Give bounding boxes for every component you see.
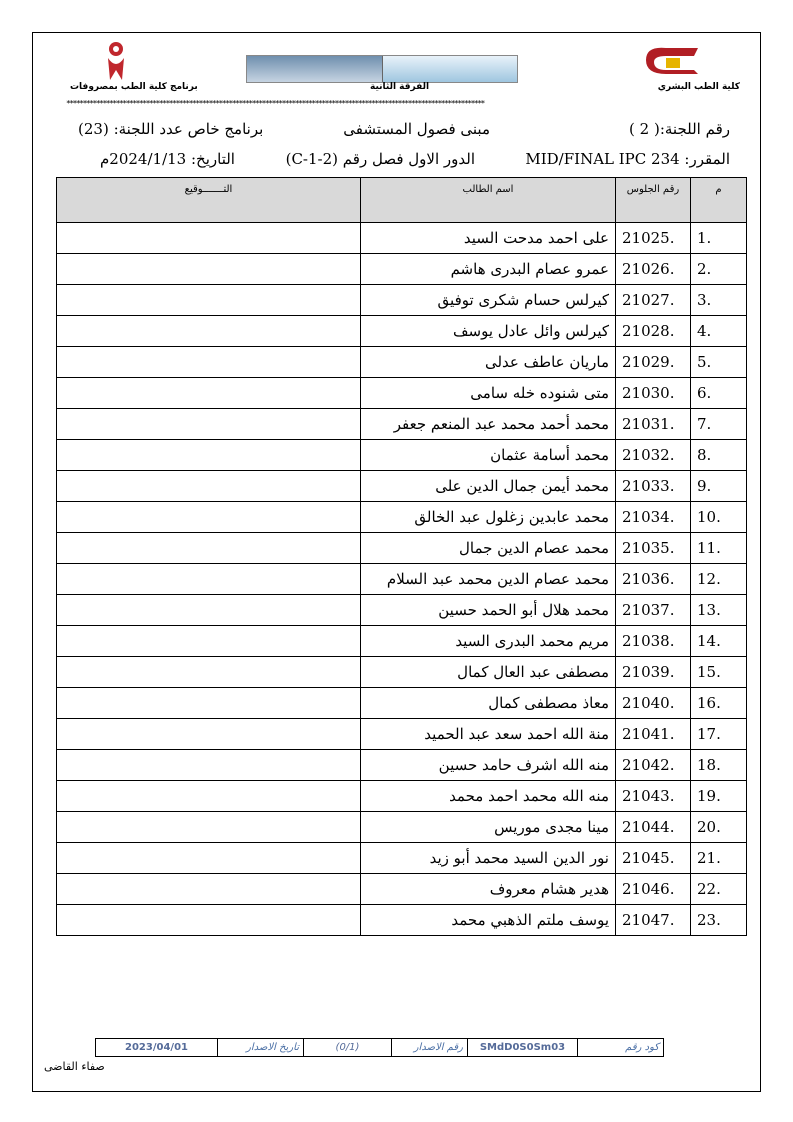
seat-number: 21027. <box>616 285 691 316</box>
signature-cell[interactable] <box>57 750 361 781</box>
row-index: 14. <box>691 626 747 657</box>
course-code: المقرر: MID/FINAL IPC 234 <box>525 150 730 168</box>
separator-stars: ****************************************************************************************************************************** <box>66 99 484 108</box>
row-index: 9. <box>691 471 747 502</box>
table-row <box>57 409 747 440</box>
signature-cell[interactable] <box>57 812 361 843</box>
code-value: SMdD0S0Sm03 <box>468 1039 578 1057</box>
row-index: 18. <box>691 750 747 781</box>
row-index: 8. <box>691 440 747 471</box>
student-name: منة الله احمد سعد عبد الحميد <box>361 719 616 750</box>
seat-number: 21035. <box>616 533 691 564</box>
table-row <box>57 378 747 409</box>
row-index: 12. <box>691 564 747 595</box>
table-row <box>57 347 747 378</box>
table-row <box>57 223 747 254</box>
student-name: محمد أحمد محمد عبد المنعم جعفر <box>361 409 616 440</box>
student-name: معاذ مصطفى كمال <box>361 688 616 719</box>
student-name: مصطفى عبد العال كمال <box>361 657 616 688</box>
signature-cell[interactable] <box>57 626 361 657</box>
table-row <box>57 626 747 657</box>
seat-number: 21043. <box>616 781 691 812</box>
accreditation-logo-1 <box>247 56 383 82</box>
committee-number: رقم اللجنة:( 2 ) <box>629 120 730 138</box>
seat-number: 21029. <box>616 347 691 378</box>
header-right-caption: كلية الطب البشري <box>657 82 740 92</box>
table-row <box>57 533 747 564</box>
row-index: 4. <box>691 316 747 347</box>
student-name: هدير هشام معروف <box>361 874 616 905</box>
student-name: يوسف ملتم الذهبي محمد <box>361 905 616 936</box>
seat-number: 21026. <box>616 254 691 285</box>
footer-signature: صفاء القاضى <box>44 1060 105 1073</box>
seat-number: 21036. <box>616 564 691 595</box>
accreditation-logos <box>246 55 518 83</box>
signature-cell[interactable] <box>57 874 361 905</box>
table-row <box>57 440 747 471</box>
header-index: م <box>691 178 747 223</box>
table-row <box>57 595 747 626</box>
seat-number: 21028. <box>616 316 691 347</box>
meta-line-1 <box>60 120 730 146</box>
row-index: 10. <box>691 502 747 533</box>
seat-number: 21040. <box>616 688 691 719</box>
accreditation-logo-2 <box>383 56 518 82</box>
meta-line-2 <box>60 150 730 176</box>
program-logo-icon <box>100 40 132 82</box>
signature-cell[interactable] <box>57 719 361 750</box>
signature-cell[interactable] <box>57 347 361 378</box>
signature-cell[interactable] <box>57 657 361 688</box>
row-index: 16. <box>691 688 747 719</box>
table-row <box>57 657 747 688</box>
student-name: مينا مجدى موريس <box>361 812 616 843</box>
faculty-logo-icon <box>636 44 706 76</box>
signature-cell[interactable] <box>57 254 361 285</box>
signature-cell[interactable] <box>57 533 361 564</box>
table-row <box>57 502 747 533</box>
signature-cell[interactable] <box>57 564 361 595</box>
student-name: محمد هلال أبو الحمد حسين <box>361 595 616 626</box>
header-seat-number: رقم الجلوس <box>616 178 691 223</box>
signature-cell[interactable] <box>57 471 361 502</box>
row-index: 1. <box>691 223 747 254</box>
issue-number-value: (0/1) <box>304 1039 392 1057</box>
table-row <box>57 843 747 874</box>
student-name: مريم محمد البدرى السيد <box>361 626 616 657</box>
row-index: 2. <box>691 254 747 285</box>
signature-cell[interactable] <box>57 688 361 719</box>
seat-number: 21038. <box>616 626 691 657</box>
header-center-caption: الفرقة الثانية <box>370 82 430 92</box>
signature-cell[interactable] <box>57 905 361 936</box>
student-name: على احمد مدحت السيد <box>361 223 616 254</box>
signature-cell[interactable] <box>57 378 361 409</box>
header-captions <box>60 82 740 98</box>
document-footer <box>95 1038 664 1057</box>
seat-number: 21033. <box>616 471 691 502</box>
program-count: برنامج خاص عدد اللجنة: (23) <box>78 120 264 138</box>
row-index: 19. <box>691 781 747 812</box>
table-row <box>57 812 747 843</box>
student-name: محمد عصام الدين محمد عبد السلام <box>361 564 616 595</box>
student-name: نور الدين السيد محمد أبو زيد <box>361 843 616 874</box>
table-row <box>57 688 747 719</box>
signature-cell[interactable] <box>57 502 361 533</box>
seat-number: 21032. <box>616 440 691 471</box>
table-row <box>57 874 747 905</box>
signature-cell[interactable] <box>57 285 361 316</box>
seat-number: 21030. <box>616 378 691 409</box>
header-left-caption: برنامج كلية الطب بمصروفات <box>70 82 198 92</box>
signature-cell[interactable] <box>57 223 361 254</box>
seat-number: 21034. <box>616 502 691 533</box>
seat-number: 21045. <box>616 843 691 874</box>
row-index: 7. <box>691 409 747 440</box>
table-row <box>57 905 747 936</box>
table-row <box>57 719 747 750</box>
exam-round: الدور الاول فصل رقم (2-1-C) <box>285 150 475 168</box>
signature-cell[interactable] <box>57 843 361 874</box>
exam-date: التاريخ: 2024/1/13م <box>100 150 235 168</box>
row-index: 6. <box>691 378 747 409</box>
table-row <box>57 564 747 595</box>
table-row <box>57 471 747 502</box>
row-index: 17. <box>691 719 747 750</box>
seat-number: 21044. <box>616 812 691 843</box>
code-label: كود رقم <box>578 1039 664 1057</box>
row-index: 3. <box>691 285 747 316</box>
row-index: 22. <box>691 874 747 905</box>
table-row <box>57 285 747 316</box>
signature-cell[interactable] <box>57 440 361 471</box>
row-index: 20. <box>691 812 747 843</box>
seat-number: 21047. <box>616 905 691 936</box>
table-row <box>57 750 747 781</box>
row-index: 11. <box>691 533 747 564</box>
row-index: 23. <box>691 905 747 936</box>
row-index: 21. <box>691 843 747 874</box>
seat-number: 21042. <box>616 750 691 781</box>
row-index: 13. <box>691 595 747 626</box>
issue-date-label: تاريخ الاصدار <box>218 1039 304 1057</box>
row-index: 15. <box>691 657 747 688</box>
student-name: عمرو عصام البدرى هاشم <box>361 254 616 285</box>
student-name: ماريان عاطف عدلى <box>361 347 616 378</box>
student-name: محمد عابدين زغلول عبد الخالق <box>361 502 616 533</box>
student-name: منه الله اشرف حامد حسين <box>361 750 616 781</box>
building-name: مبنى فصول المستشفى <box>343 120 490 138</box>
seat-number: 21039. <box>616 657 691 688</box>
table-row <box>57 781 747 812</box>
row-index: 5. <box>691 347 747 378</box>
student-name: كيرلس وائل عادل يوسف <box>361 316 616 347</box>
seat-number: 21037. <box>616 595 691 626</box>
seat-number: 21046. <box>616 874 691 905</box>
student-name: متى شنوده خله سامى <box>361 378 616 409</box>
issue-date-value: 2023/04/01 <box>96 1039 218 1057</box>
student-name: منه الله محمد احمد محمد <box>361 781 616 812</box>
signature-cell[interactable] <box>57 595 361 626</box>
student-name: محمد عصام الدين جمال <box>361 533 616 564</box>
student-table <box>56 177 747 936</box>
table-row <box>57 254 747 285</box>
header-signature: التـــــــوقيع <box>57 178 361 223</box>
table-header-row <box>57 178 747 223</box>
signature-cell[interactable] <box>57 316 361 347</box>
table-row <box>57 316 747 347</box>
student-name: محمد أسامة عثمان <box>361 440 616 471</box>
seat-number: 21041. <box>616 719 691 750</box>
seat-number: 21031. <box>616 409 691 440</box>
signature-cell[interactable] <box>57 781 361 812</box>
signature-cell[interactable] <box>57 409 361 440</box>
student-name: محمد أيمن جمال الدين على <box>361 471 616 502</box>
header-student-name: اسم الطالب <box>361 178 616 223</box>
student-name: كيرلس حسام شكرى توفيق <box>361 285 616 316</box>
seat-number: 21025. <box>616 223 691 254</box>
issue-number-label: رقم الاصدار <box>392 1039 468 1057</box>
